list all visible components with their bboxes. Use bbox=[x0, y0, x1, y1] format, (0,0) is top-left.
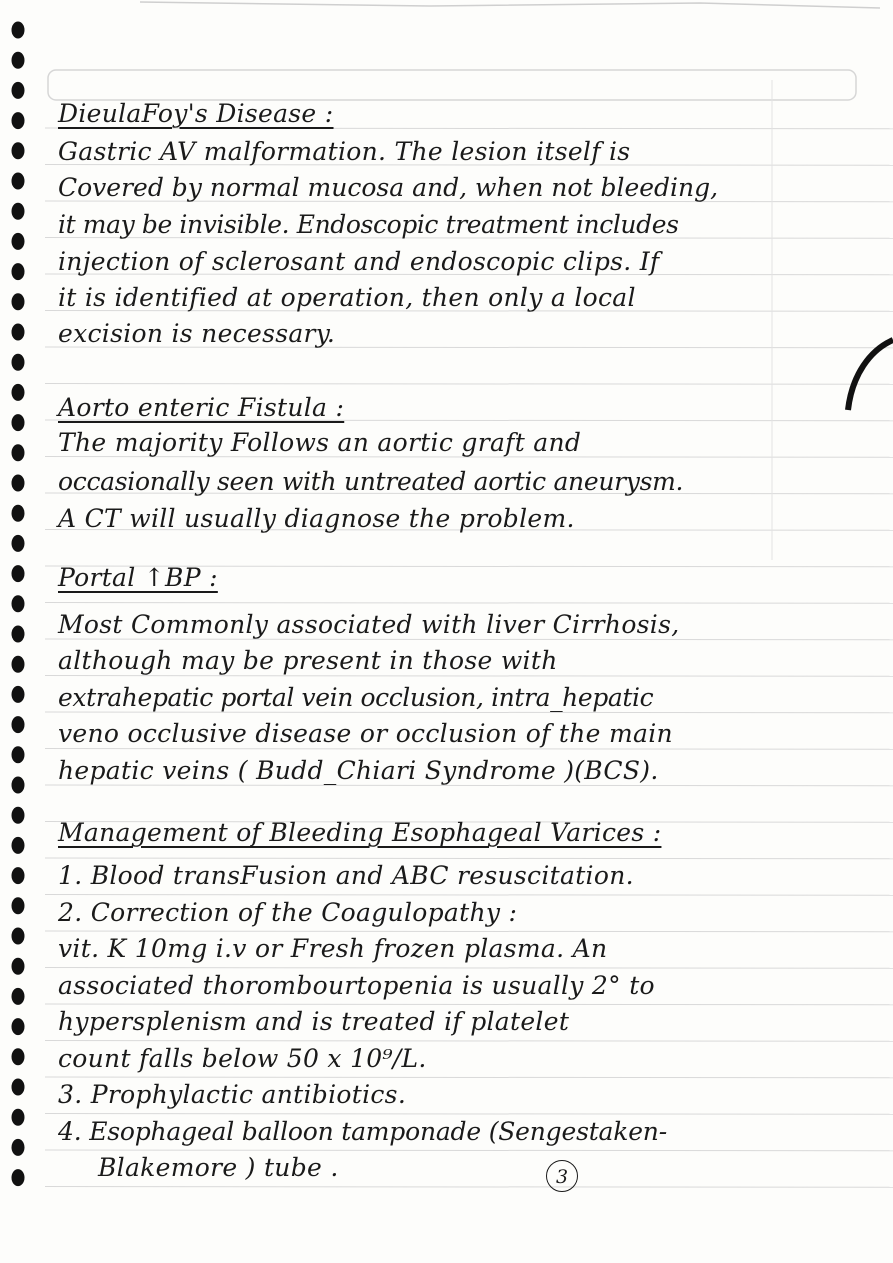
management-line: associated thorombourtopenia is usually 2° to bbox=[58, 971, 655, 1000]
ruled-line bbox=[45, 858, 893, 859]
spiral-hole bbox=[12, 233, 25, 250]
ruled-line bbox=[45, 1114, 893, 1115]
spiral-hole bbox=[12, 414, 25, 431]
spiral-hole bbox=[12, 626, 25, 643]
portal-heading: Portal ↑BP : bbox=[58, 563, 218, 592]
spiral-hole bbox=[12, 686, 25, 703]
spiral-hole bbox=[12, 263, 25, 280]
management-heading: Management of Bleeding Esophageal Varices : bbox=[58, 818, 662, 847]
spiral-hole bbox=[12, 203, 25, 220]
ruled-line bbox=[45, 931, 893, 932]
ruled-line bbox=[45, 384, 893, 385]
dieulafoy-line: it is identified at operation, then only a local bbox=[58, 283, 636, 312]
management-line: hypersplenism and is treated if platelet bbox=[58, 1007, 570, 1036]
management-line: vit. K 10mg i.v or Fresh frozen plasma. An bbox=[58, 934, 608, 963]
spiral-hole bbox=[12, 475, 25, 492]
spiral-hole bbox=[12, 535, 25, 552]
dieulafoy-line: injection of sclerosant and endoscopic clips. If bbox=[58, 247, 660, 276]
spiral-hole bbox=[12, 958, 25, 975]
spiral-hole bbox=[12, 1109, 25, 1126]
management-line: count falls below 50 x 10⁹/L. bbox=[58, 1044, 427, 1073]
spiral-hole bbox=[12, 837, 25, 854]
portal-line: hepatic veins ( Budd_Chiari Syndrome )(BCS). bbox=[58, 756, 659, 785]
spiral-hole bbox=[12, 22, 25, 39]
portal-line: veno occlusive disease or occlusion of the main bbox=[58, 719, 673, 748]
spiral-binding bbox=[12, 22, 25, 1187]
spiral-hole bbox=[12, 565, 25, 582]
management-line: 3. Prophylactic antibiotics. bbox=[58, 1080, 407, 1109]
spiral-hole bbox=[12, 867, 25, 884]
page-number: 3 bbox=[546, 1160, 578, 1192]
dieulafoy-line: Gastric AV malformation. The lesion itself is bbox=[58, 137, 631, 166]
management-line: 4. Esophageal balloon tamponade (Sengestaken- bbox=[58, 1117, 667, 1146]
ruled-line bbox=[45, 895, 893, 896]
ruled-line bbox=[45, 1150, 893, 1151]
spiral-hole bbox=[12, 656, 25, 673]
aorto-heading: Aorto enteric Fistula : bbox=[58, 393, 345, 422]
spiral-hole bbox=[12, 354, 25, 371]
spiral-hole bbox=[12, 52, 25, 69]
ruled-line bbox=[45, 968, 893, 969]
spiral-hole bbox=[12, 988, 25, 1005]
spiral-hole bbox=[12, 112, 25, 129]
dieulafoy-line: Covered by normal mucosa and, when not bleeding, bbox=[58, 173, 719, 202]
spiral-hole bbox=[12, 1139, 25, 1156]
ruled-line bbox=[45, 603, 893, 604]
spiral-hole bbox=[12, 324, 25, 341]
ruled-line bbox=[45, 1077, 893, 1078]
spiral-hole bbox=[12, 777, 25, 794]
spiral-hole bbox=[12, 1018, 25, 1035]
ruled-line bbox=[45, 1004, 893, 1005]
spiral-hole bbox=[12, 142, 25, 159]
management-line: Blakemore ) tube . bbox=[98, 1153, 339, 1182]
dieulafoy-line: it may be invisible. Endoscopic treatment includes bbox=[58, 210, 679, 239]
spiral-hole bbox=[12, 595, 25, 612]
spiral-hole bbox=[12, 928, 25, 945]
dieulafoy-heading: DieulaFoy's Disease : bbox=[58, 99, 334, 128]
dieulafoy-line: excision is necessary. bbox=[58, 319, 336, 348]
spiral-hole bbox=[12, 173, 25, 190]
spiral-hole bbox=[12, 293, 25, 310]
portal-line: although may be present in those with bbox=[58, 646, 558, 675]
spiral-hole bbox=[12, 716, 25, 733]
margin-curve bbox=[848, 340, 893, 410]
spiral-hole bbox=[12, 384, 25, 401]
spiral-hole bbox=[12, 1169, 25, 1186]
spiral-hole bbox=[12, 746, 25, 763]
portal-line: Most Commonly associated with liver Cirrhosis, bbox=[58, 610, 680, 639]
aorto-line: The majority Follows an aortic graft and bbox=[58, 428, 582, 457]
spiral-hole bbox=[12, 444, 25, 461]
spiral-hole bbox=[12, 897, 25, 914]
aorto-line: A CT will usually diagnose the problem. bbox=[58, 504, 575, 533]
management-line: 2. Correction of the Coagulopathy : bbox=[58, 898, 518, 927]
spiral-hole bbox=[12, 82, 25, 99]
management-line: 1. Blood transFusion and ABC resuscitation. bbox=[58, 861, 634, 890]
top-edge bbox=[140, 2, 880, 8]
spiral-hole bbox=[12, 505, 25, 522]
spiral-hole bbox=[12, 1079, 25, 1096]
ruled-line bbox=[45, 1187, 893, 1188]
header-band bbox=[48, 70, 856, 100]
ruled-line bbox=[45, 1041, 893, 1042]
aorto-line: occasionally seen with untreated aortic aneurysm. bbox=[58, 467, 684, 496]
portal-line: extrahepatic portal vein occlusion, intra_hepatic bbox=[58, 683, 654, 712]
spiral-hole bbox=[12, 807, 25, 824]
spiral-hole bbox=[12, 1048, 25, 1065]
